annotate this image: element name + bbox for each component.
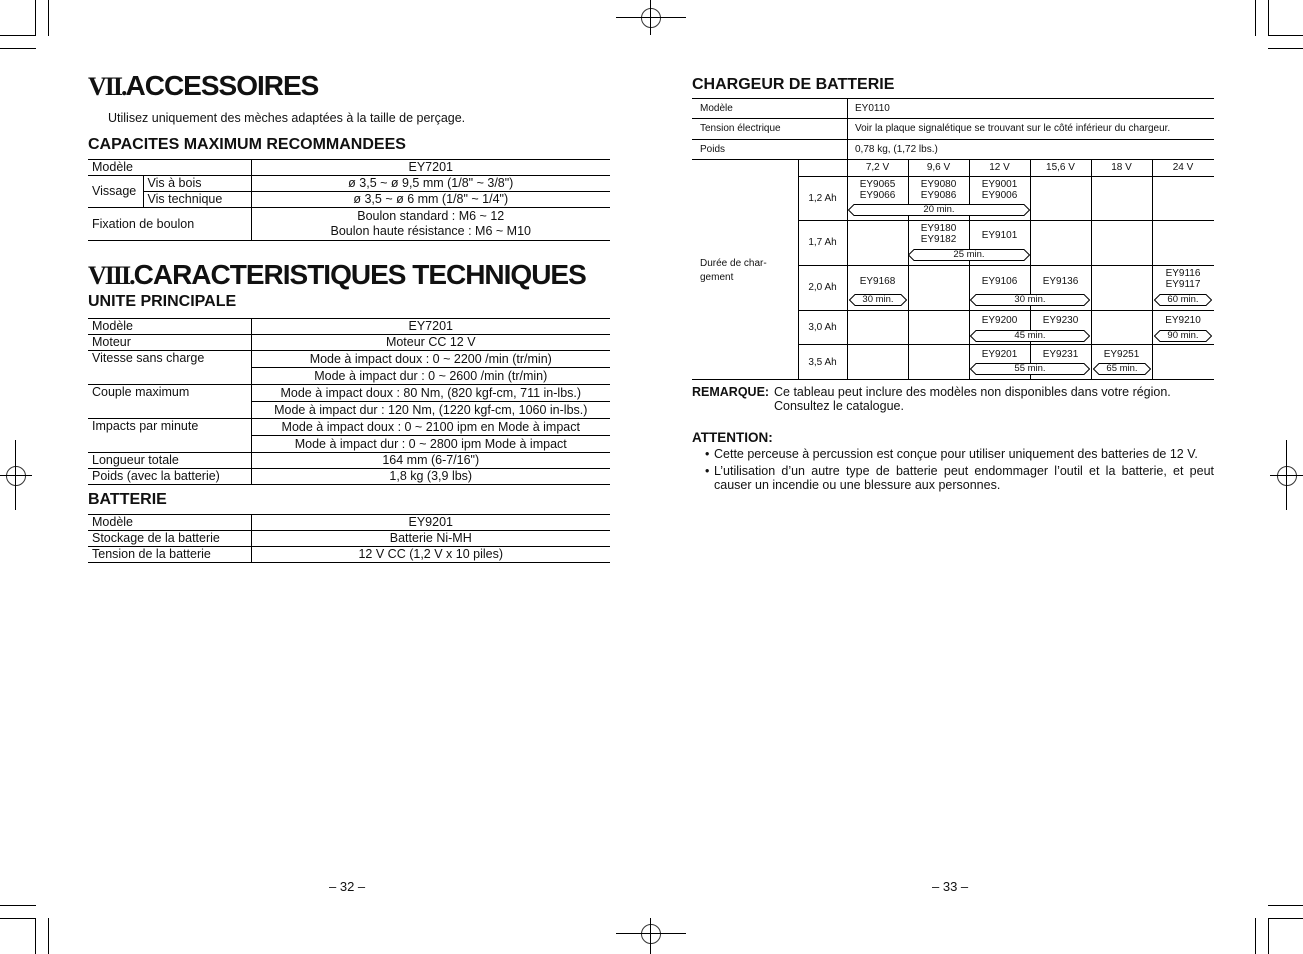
model-code: EY9251: [1103, 349, 1140, 360]
voltage-header: 9,6 V: [926, 162, 951, 173]
time-pill: [970, 294, 1090, 306]
cell-value: ø 3,5 ~ ø 9,5 mm (1/8" ~ 3/8"): [251, 176, 610, 192]
cell-value: Voir la plaque signalétique se trouvant sur le côté inférieur du chargeur.: [855, 123, 1171, 134]
cell-value: Moteur CC 12 V: [251, 335, 610, 351]
attention-item: Cette perceuse à percussion est conçue pour utiliser uniquement des batteries de 12 V.: [714, 447, 1198, 461]
cell-value: 164 mm (6-7/16"): [251, 453, 610, 469]
remarque-label: REMARQUE:: [692, 385, 770, 399]
model-code: [847, 179, 908, 201]
capacites-table: [88, 159, 610, 241]
time-pill: [849, 294, 907, 306]
cell-label: Longueur totale: [88, 453, 251, 469]
model-code: EY9168: [859, 276, 896, 287]
cell-label: Vis à bois: [143, 176, 251, 192]
cell-value: [251, 208, 610, 241]
model-code: [908, 179, 969, 201]
model-code-line: EY9086: [920, 190, 957, 201]
cell-label: Fixation de boulon: [88, 208, 251, 241]
cell-label: Modèle: [700, 103, 733, 114]
section-title-accessoires: VII.ACCESSOIRES: [88, 70, 319, 101]
cell-value: 1,8 kg (3,9 lbs): [251, 469, 610, 485]
time-pill-label: 65 min.: [1106, 363, 1138, 374]
cell-value: Mode à impact doux : 80 Nm, (820 kgf-cm, 711 in-lbs.): [251, 385, 610, 402]
capacity-label: 3,5 Ah: [808, 357, 837, 368]
model-code: EY9200: [981, 315, 1018, 326]
bullet-icon: •: [705, 447, 710, 461]
cell-value: Mode à impact dur : 0 ~ 2800 ipm Mode à impact: [251, 436, 610, 453]
cell-value: Mode à impact dur : 0 ~ 2600 /min (tr/min): [251, 368, 610, 385]
model-code-line: EY9066: [859, 190, 896, 201]
model-code: EY9201: [981, 349, 1018, 360]
cell-value: Mode à impact doux : 0 ~ 2200 /min (tr/min): [251, 351, 610, 368]
attention-item-continued: causer un incendie ou une blessure aux personnes.: [714, 478, 1001, 492]
voltage-header: 7,2 V: [865, 162, 890, 173]
cell-label: Modèle: [88, 515, 251, 531]
cell-value: EY0110: [855, 103, 890, 114]
cell-label: Tension électrique: [700, 123, 781, 134]
model-code: EY9101: [981, 230, 1018, 241]
time-pill-label: 25 min.: [953, 249, 985, 260]
time-pill-label: 45 min.: [1014, 330, 1046, 341]
time-pill-label: 30 min.: [862, 294, 894, 305]
cell-label: Impacts par minute: [88, 419, 251, 453]
cell-value: EY7201: [251, 319, 610, 335]
time-pill: [848, 204, 1030, 216]
cell-value: Mode à impact doux : 0 ~ 2100 ipm en Mode à impact: [251, 419, 610, 436]
capacity-label: 1,7 Ah: [808, 237, 837, 248]
time-pill: [970, 330, 1090, 342]
model-code-line: EY9180: [920, 223, 957, 234]
unite-table: [88, 318, 610, 485]
cell-value: 0,78 kg, (1,72 lbs.): [855, 144, 938, 155]
chargeur-title: CHARGEUR DE BATTERIE: [692, 76, 895, 93]
capacity-label: 1,2 Ah: [808, 193, 837, 204]
model-code: EY9136: [1042, 276, 1079, 287]
time-pill-label: 90 min.: [1167, 330, 1199, 341]
model-code-line: EY9001: [981, 179, 1018, 190]
time-pill-label: 20 min.: [923, 204, 955, 215]
fixation-line-2: Boulon haute résistance : M6 ~ M10: [330, 224, 531, 238]
model-code-line: EY9116: [1165, 268, 1201, 279]
cell-value: 12 V CC (1,2 V x 10 piles): [251, 547, 610, 563]
unite-title: UNITE PRINCIPALE: [88, 293, 237, 310]
voltage-header: 18 V: [1111, 162, 1132, 173]
section-title-caracteristiques: VIII.CARACTERISTIQUES TECHNIQUES: [88, 259, 586, 290]
cell-value: Mode à impact dur : 120 Nm, (1220 kgf-cm, 1060 in-lbs.): [251, 402, 610, 419]
time-pill-label: 55 min.: [1014, 363, 1046, 374]
cell-value: EY7201: [251, 160, 610, 176]
fixation-line-1: Boulon standard : M6 ~ 12: [357, 209, 505, 223]
capacity-label: 3,0 Ah: [808, 322, 837, 333]
model-code: [908, 223, 969, 245]
time-pill: [970, 363, 1090, 375]
model-code-line: EY9182: [920, 234, 957, 245]
model-code: [969, 179, 1030, 201]
model-code-line: EY9065: [859, 179, 896, 190]
voltage-header: 24 V: [1172, 162, 1194, 173]
model-code-line: EY9080: [920, 179, 957, 190]
page-number-right: – 33 –: [932, 879, 969, 894]
time-pill-label: 30 min.: [1014, 294, 1046, 305]
time-pill: [1154, 294, 1212, 306]
cell-label: Stockage de la batterie: [88, 531, 251, 547]
time-pill: [1093, 363, 1151, 375]
capacity-label: 2,0 Ah: [808, 282, 837, 293]
cell-label: Modèle: [88, 319, 251, 335]
time-pill: [1154, 330, 1212, 342]
voltage-header: 15,6 V: [1046, 162, 1075, 173]
model-code: EY9106: [981, 276, 1018, 287]
model-code-line: EY9006: [981, 190, 1018, 201]
duree-label-line: gement: [700, 272, 734, 283]
cell-label: Tension de la batterie: [88, 547, 251, 563]
model-code-line: EY9117: [1165, 279, 1201, 290]
model-code: [1152, 268, 1214, 290]
capacites-title: CAPACITES MAXIMUM RECOMMANDEES: [88, 136, 406, 153]
time-pill: [908, 249, 1030, 261]
attention-title: ATTENTION:: [692, 430, 773, 445]
cell-label: Poids (avec la batterie): [88, 469, 251, 485]
cell-value: Batterie Ni-MH: [251, 531, 610, 547]
cell-label: Vissage: [88, 176, 143, 208]
bullet-icon: •: [705, 464, 710, 478]
cell-label: Poids: [700, 144, 726, 155]
cell-value: ø 3,5 ~ ø 6 mm (1/8" ~ 1/4"): [251, 192, 610, 208]
duree-label: [700, 257, 767, 285]
remarque-text-line2: Consultez le catalogue.: [774, 399, 904, 413]
cell-label: Couple maximum: [88, 385, 251, 419]
model-code: EY9231: [1042, 349, 1079, 360]
remarque-text-line1: Ce tableau peut inclure des modèles non disponibles dans votre région.: [774, 385, 1171, 399]
cell-label: Moteur: [88, 335, 251, 351]
model-code: EY9210: [1165, 315, 1201, 326]
duree-label-line: Durée de char-: [700, 258, 767, 269]
time-pill-label: 60 min.: [1167, 294, 1199, 305]
attention-item: L’utilisation d’un autre type de batterie peut endommager l’outil et la batterie, et peut: [714, 464, 1214, 478]
cell-label: Modèle: [88, 160, 251, 176]
cell-label: Vitesse sans charge: [88, 351, 251, 385]
voltage-header: 12 V: [989, 162, 1010, 173]
model-code: EY9230: [1042, 315, 1079, 326]
batterie-title: BATTERIE: [88, 491, 167, 508]
batterie-table: [88, 514, 610, 563]
intro-text: Utilisez uniquement des mèches adaptées à la taille de perçage.: [108, 111, 466, 125]
cell-label: Vis technique: [143, 192, 251, 208]
page-number-left: – 32 –: [329, 879, 366, 894]
cell-value: EY9201: [251, 515, 610, 531]
